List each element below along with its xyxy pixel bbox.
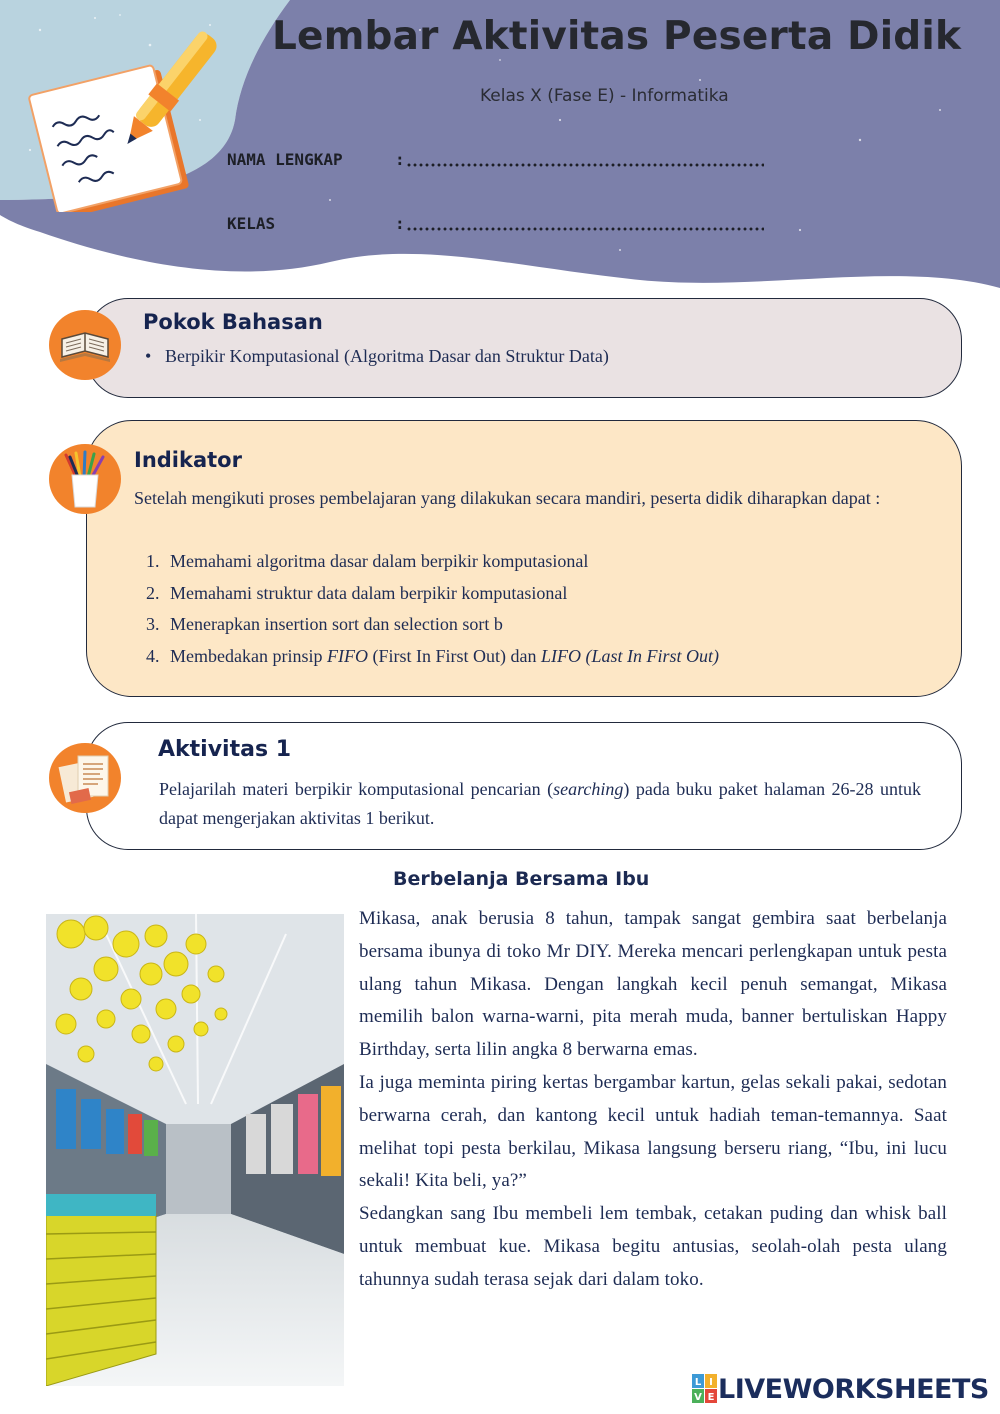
list-item xyxy=(145,346,609,367)
liveworksheets-logo-icon xyxy=(692,1374,718,1404)
aktivitas-heading: Aktivitas 1 xyxy=(158,737,292,762)
pencil-cup-icon xyxy=(48,443,122,515)
name-field-label: NAMA LENGKAP xyxy=(227,150,343,169)
pokok-bahasan-item: Berpikir Komputasional (Algoritma Dasar dan Struktur Data) xyxy=(165,346,609,366)
notebook-icon xyxy=(28,22,218,212)
indikator-heading: Indikator xyxy=(134,448,242,472)
lifo-term: LIFO (Last In First Out) xyxy=(540,645,719,666)
list-item xyxy=(146,546,936,578)
liveworksheets-logo xyxy=(692,1372,989,1406)
aktivitas-text-pre: Pelajarilah materi berpikir komputasional pencarian ( xyxy=(159,779,554,799)
list-number: 4. xyxy=(146,645,160,666)
logo-badge-letter-3: V xyxy=(694,1392,702,1403)
class-field-label: KELAS xyxy=(227,214,276,233)
liveworksheets-logo-text: LIVEWORKSHEETS xyxy=(718,1373,989,1405)
indikator-item-3: Menerapkan insertion sort dan selection sort b xyxy=(170,614,503,635)
list-item xyxy=(146,641,936,673)
bullet-icon: • xyxy=(145,346,152,366)
story-paragraph-3: Sedangkan sang Ibu membeli lem tembak, cetakan puding dan whisk ball untuk membuat kue. Mikasa begitu antusias, seolah-olah pesta ulang tahunnya sudah terasa sejak dari dalam toko. xyxy=(359,1203,947,1290)
indikator-item-4-pre: Membedakan prinsip xyxy=(170,645,327,666)
indikator-intro: Setelah mengikuti proses pembelajaran yang dilakukan secara mandiri, peserta didik diharapkan dapat : xyxy=(134,488,881,508)
logo-badge-letter-2: I xyxy=(709,1377,713,1388)
worksheet-icon xyxy=(48,742,122,814)
class-field-input[interactable] xyxy=(406,227,764,231)
story-title: Berbelanja Bersama Ibu xyxy=(393,868,650,890)
page-title: Lembar Aktivitas Peserta Didik xyxy=(272,14,962,59)
logo-badge-letter-1: L xyxy=(694,1377,702,1388)
open-book-icon xyxy=(48,309,122,381)
indikator-list xyxy=(146,546,936,672)
logo-badge-letter-4: E xyxy=(707,1392,715,1403)
story-paragraph-1: Mikasa, anak berusia 8 tahun, tampak sangat gembira saat berbelanja bersama ibunya di toko Mr DIY. Mereka mencari perlengkapan untuk pesta ulang tahun Mikasa. Dengan langkah kecil penuh semangat, Mikasa memilih balon warna-warni, pita merah muda, banner bertuliskan Happy Birthday, serta lilin angka 8 berwarna emas. xyxy=(359,908,947,1061)
indikator-item-2: Memahami struktur data dalam berpikir komputasional xyxy=(170,582,568,603)
aktivitas-instructions xyxy=(159,775,921,833)
name-field-input[interactable] xyxy=(406,163,764,167)
store-aisle-photo xyxy=(46,914,344,1386)
name-field-colon: : xyxy=(395,150,405,169)
fifo-term: FIFO xyxy=(326,645,368,666)
story-text xyxy=(359,903,947,1297)
list-number: 3. xyxy=(146,614,160,635)
indikator-item-4-mid: (First In First Out) dan xyxy=(367,645,541,666)
indikator-item-1: Memahami algoritma dasar dalam berpikir komputasional xyxy=(170,551,589,571)
list-item xyxy=(146,578,936,610)
class-field-colon: : xyxy=(395,214,405,233)
aktivitas-text-post: ) pada buku paket halaman 26-28 untuk dapat mengerjakan aktivitas 1 berikut. xyxy=(159,779,921,828)
story-paragraph-2: Ia juga meminta piring kertas bergambar kartun, gelas sekali pakai, sedotan berwarna cerah, dan kantong kecil untuk hadiah teman-temannya. Saat melihat topi pesta berkilau, Mikasa langsung berseru riang, “Ibu, ini lucu sekali! Kita beli, ya?” xyxy=(359,1071,947,1192)
list-item xyxy=(146,609,936,641)
page-subtitle: Kelas X (Fase E) - Informatika xyxy=(480,86,729,106)
list-number: 2. xyxy=(146,582,160,603)
list-number: 1. xyxy=(146,551,160,571)
aktivitas-term: searching xyxy=(553,779,624,799)
pokok-bahasan-heading: Pokok Bahasan xyxy=(143,310,323,334)
